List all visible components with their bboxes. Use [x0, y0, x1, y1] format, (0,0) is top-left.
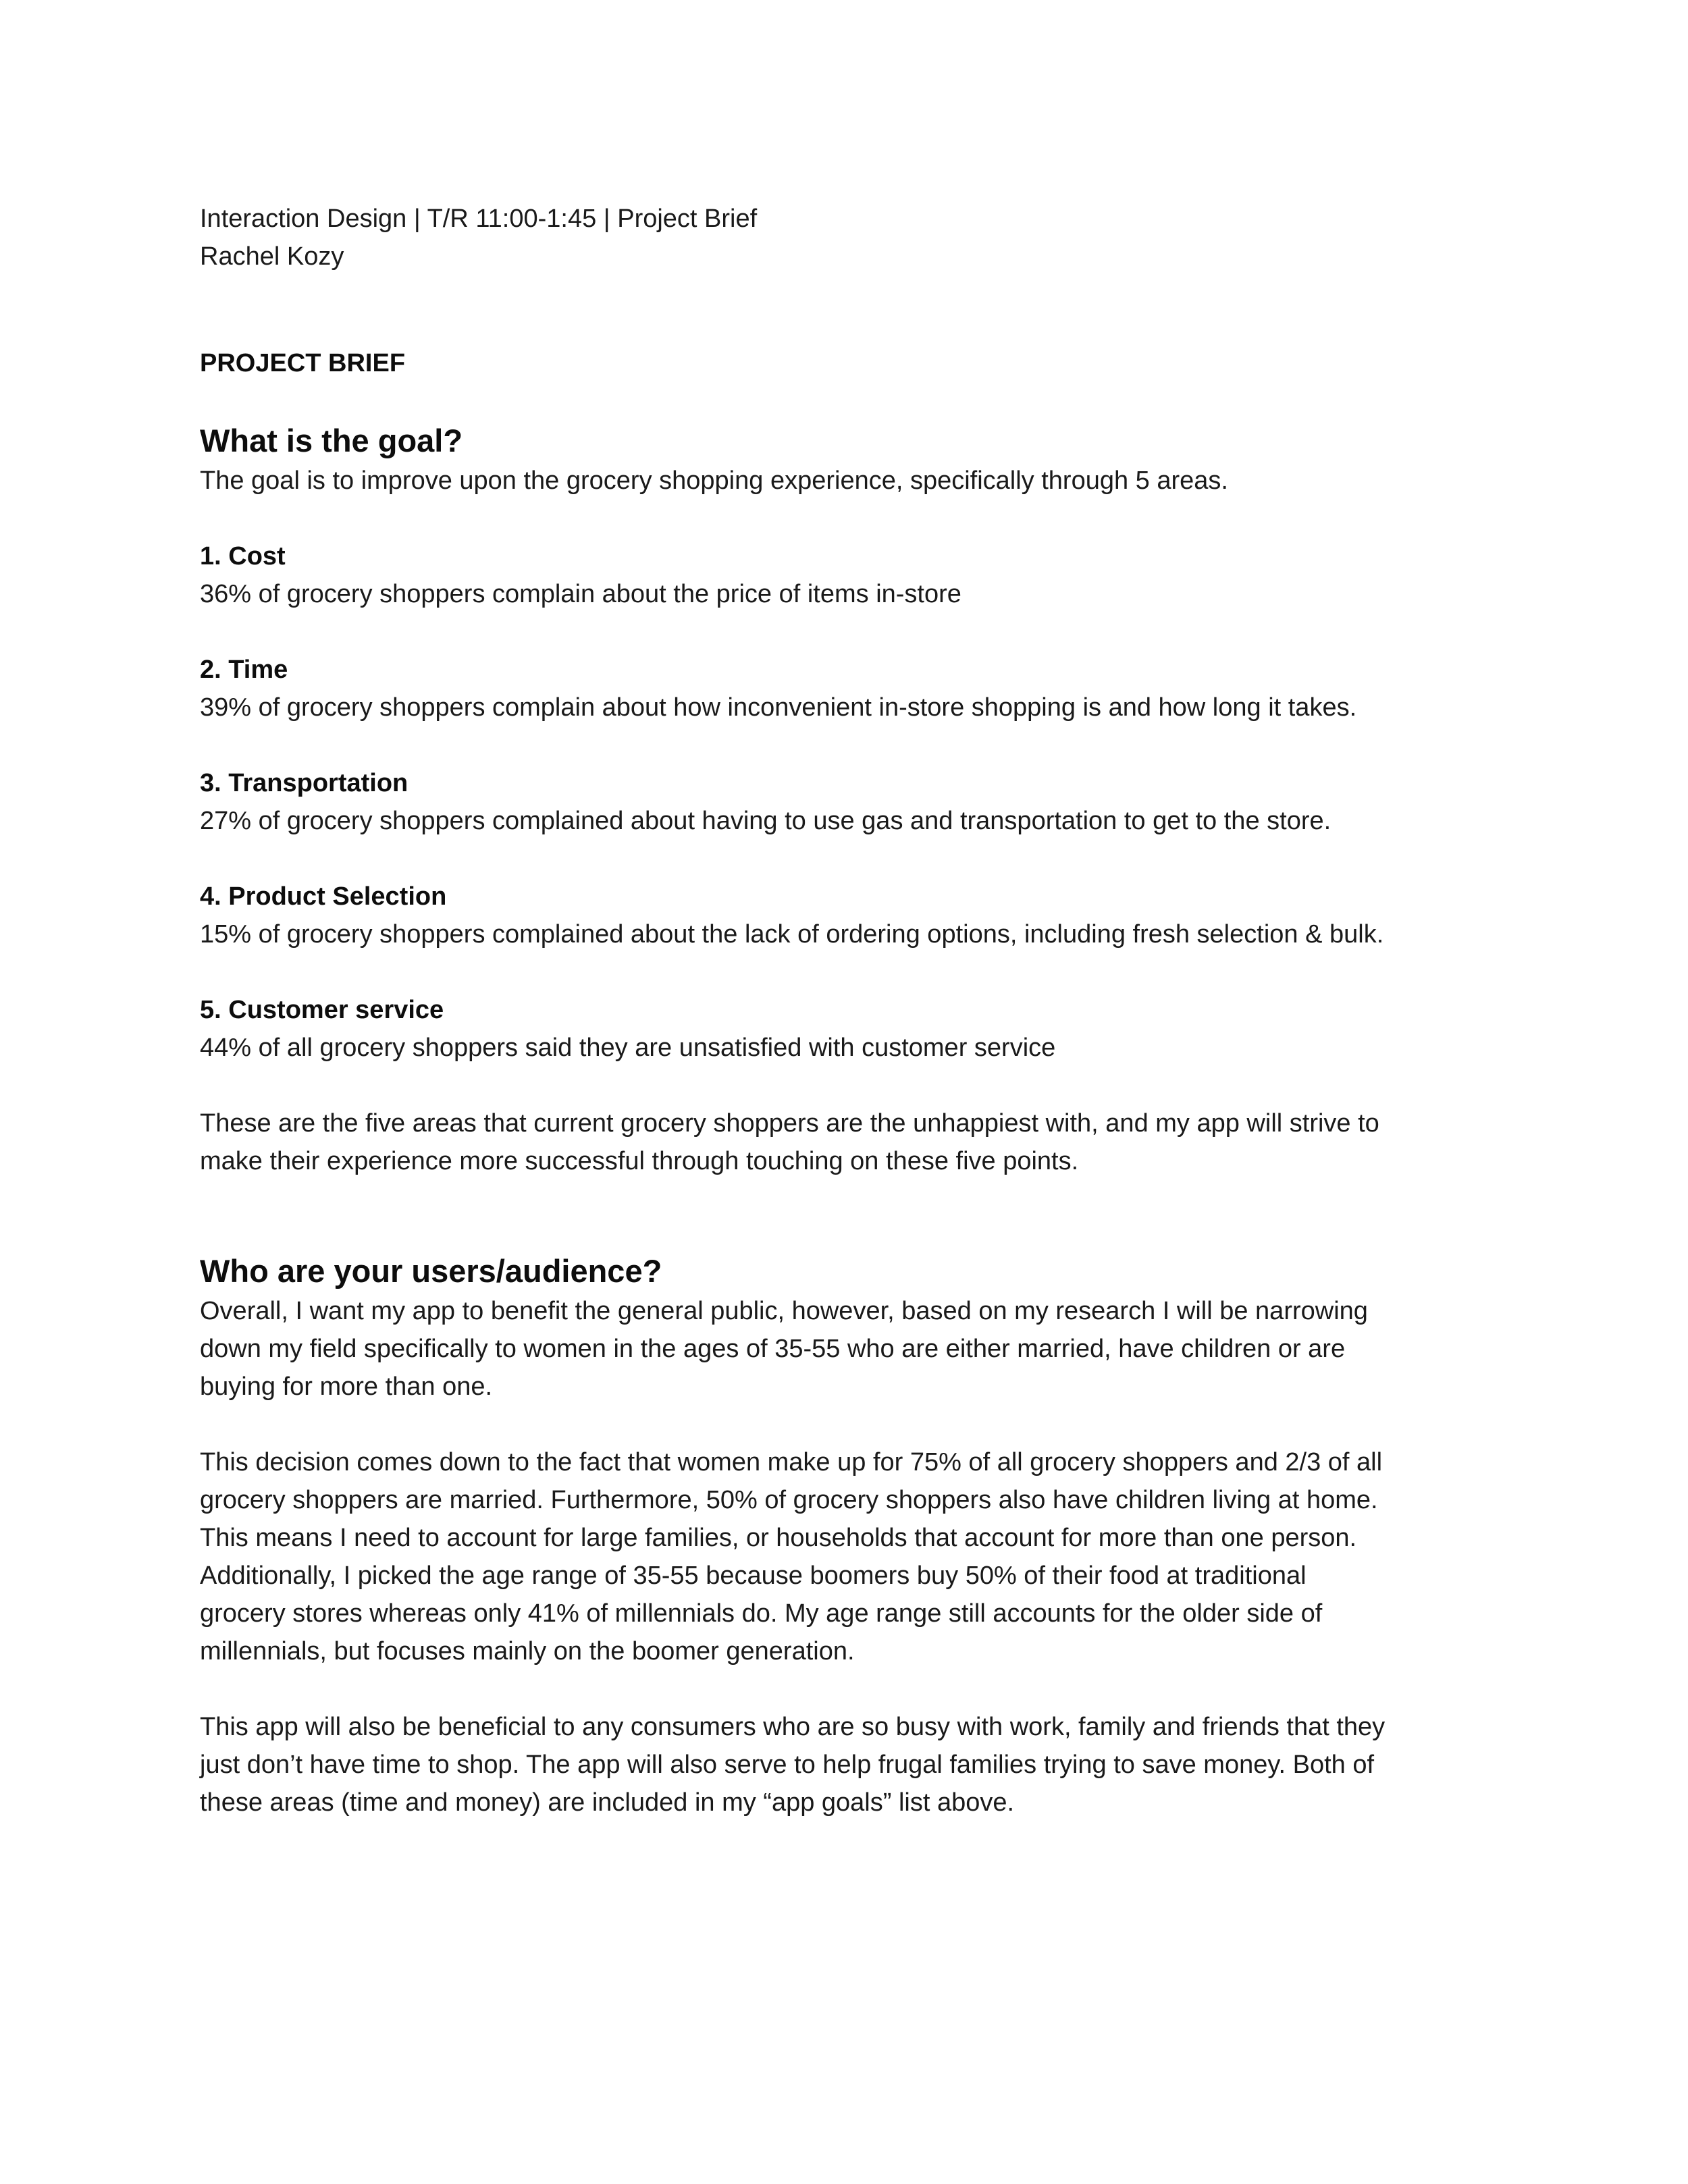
text-line: buying for more than one.: [200, 1373, 493, 1401]
users-heading: Who are your users/audience?: [200, 1253, 662, 1289]
text-line: This decision comes down to the fact that women make up for 75% of all grocery shoppers and 2/3 of all: [200, 1448, 1383, 1476]
document-page: [200, 200, 1523, 1821]
text-line: grocery stores whereas only 41% of millennials do. My age range still accounts for the older side of: [200, 1599, 1323, 1628]
text-line: millennials, but focuses mainly on the boomer generation.: [200, 1637, 855, 1666]
area-title-product-selection: 4. Product Selection: [200, 882, 447, 911]
users-paragraph-3: [200, 1708, 1523, 1821]
area-text-transportation: 27% of grocery shoppers complained about having to use gas and transportation to get to the store.: [200, 807, 1331, 835]
goal-intro: The goal is to improve upon the grocery shopping experience, specifically through 5 areas.: [200, 467, 1228, 495]
course-line: Interaction Design | T/R 11:00-1:45 | Project Brief: [200, 205, 758, 233]
goal-summary-line: make their experience more successful through touching on these five points.: [200, 1147, 1079, 1175]
text-line: down my field specifically to women in the ages of 35-55 who are either married, have children or are: [200, 1335, 1346, 1363]
text-line: Overall, I want my app to benefit the general public, however, based on my research I will be narrowing: [200, 1297, 1368, 1325]
users-paragraph-1: [200, 1292, 1523, 1406]
area-title-transportation: 3. Transportation: [200, 769, 408, 797]
goal-area-time: [200, 651, 1523, 726]
area-title-time: 2. Time: [200, 656, 288, 684]
goal-summary: [200, 1104, 1523, 1180]
goal-area-transportation: [200, 764, 1523, 840]
goal-area-cost: [200, 537, 1523, 613]
text-line: just don’t have time to shop. The app will also serve to help frugal families trying to save money. Both of: [200, 1751, 1375, 1779]
area-title-customer-service: 5. Customer service: [200, 996, 444, 1024]
goal-summary-line: These are the five areas that current grocery shoppers are the unhappiest with, and my app will strive to: [200, 1109, 1379, 1138]
goal-area-customer-service: [200, 991, 1523, 1067]
project-brief-label: PROJECT BRIEF: [200, 349, 406, 377]
area-title-cost: 1. Cost: [200, 542, 286, 570]
area-text-cost: 36% of grocery shoppers complain about the price of items in-store: [200, 580, 961, 608]
users-paragraph-2: [200, 1443, 1523, 1670]
text-line: This app will also be beneficial to any consumers who are so busy with work, family and friends that they: [200, 1713, 1386, 1741]
author-name: Rachel Kozy: [200, 242, 344, 271]
text-line: This means I need to account for large families, or households that account for more than one person.: [200, 1524, 1357, 1552]
goal-heading: What is the goal?: [200, 423, 463, 458]
text-line: Additionally, I picked the age range of 35-55 because boomers buy 50% of their food at traditional: [200, 1562, 1307, 1590]
area-text-time: 39% of grocery shoppers complain about how inconvenient in-store shopping is and how long it takes.: [200, 693, 1357, 722]
text-line: grocery shoppers are married. Furthermore, 50% of grocery shoppers also have children living at home.: [200, 1486, 1378, 1514]
text-line: these areas (time and money) are included in my “app goals” list above.: [200, 1788, 1015, 1817]
goal-area-product-selection: [200, 878, 1523, 953]
area-text-customer-service: 44% of all grocery shoppers said they are unsatisfied with customer service: [200, 1034, 1056, 1062]
area-text-product-selection: 15% of grocery shoppers complained about the lack of ordering options, including fresh selection & bulk.: [200, 920, 1384, 949]
